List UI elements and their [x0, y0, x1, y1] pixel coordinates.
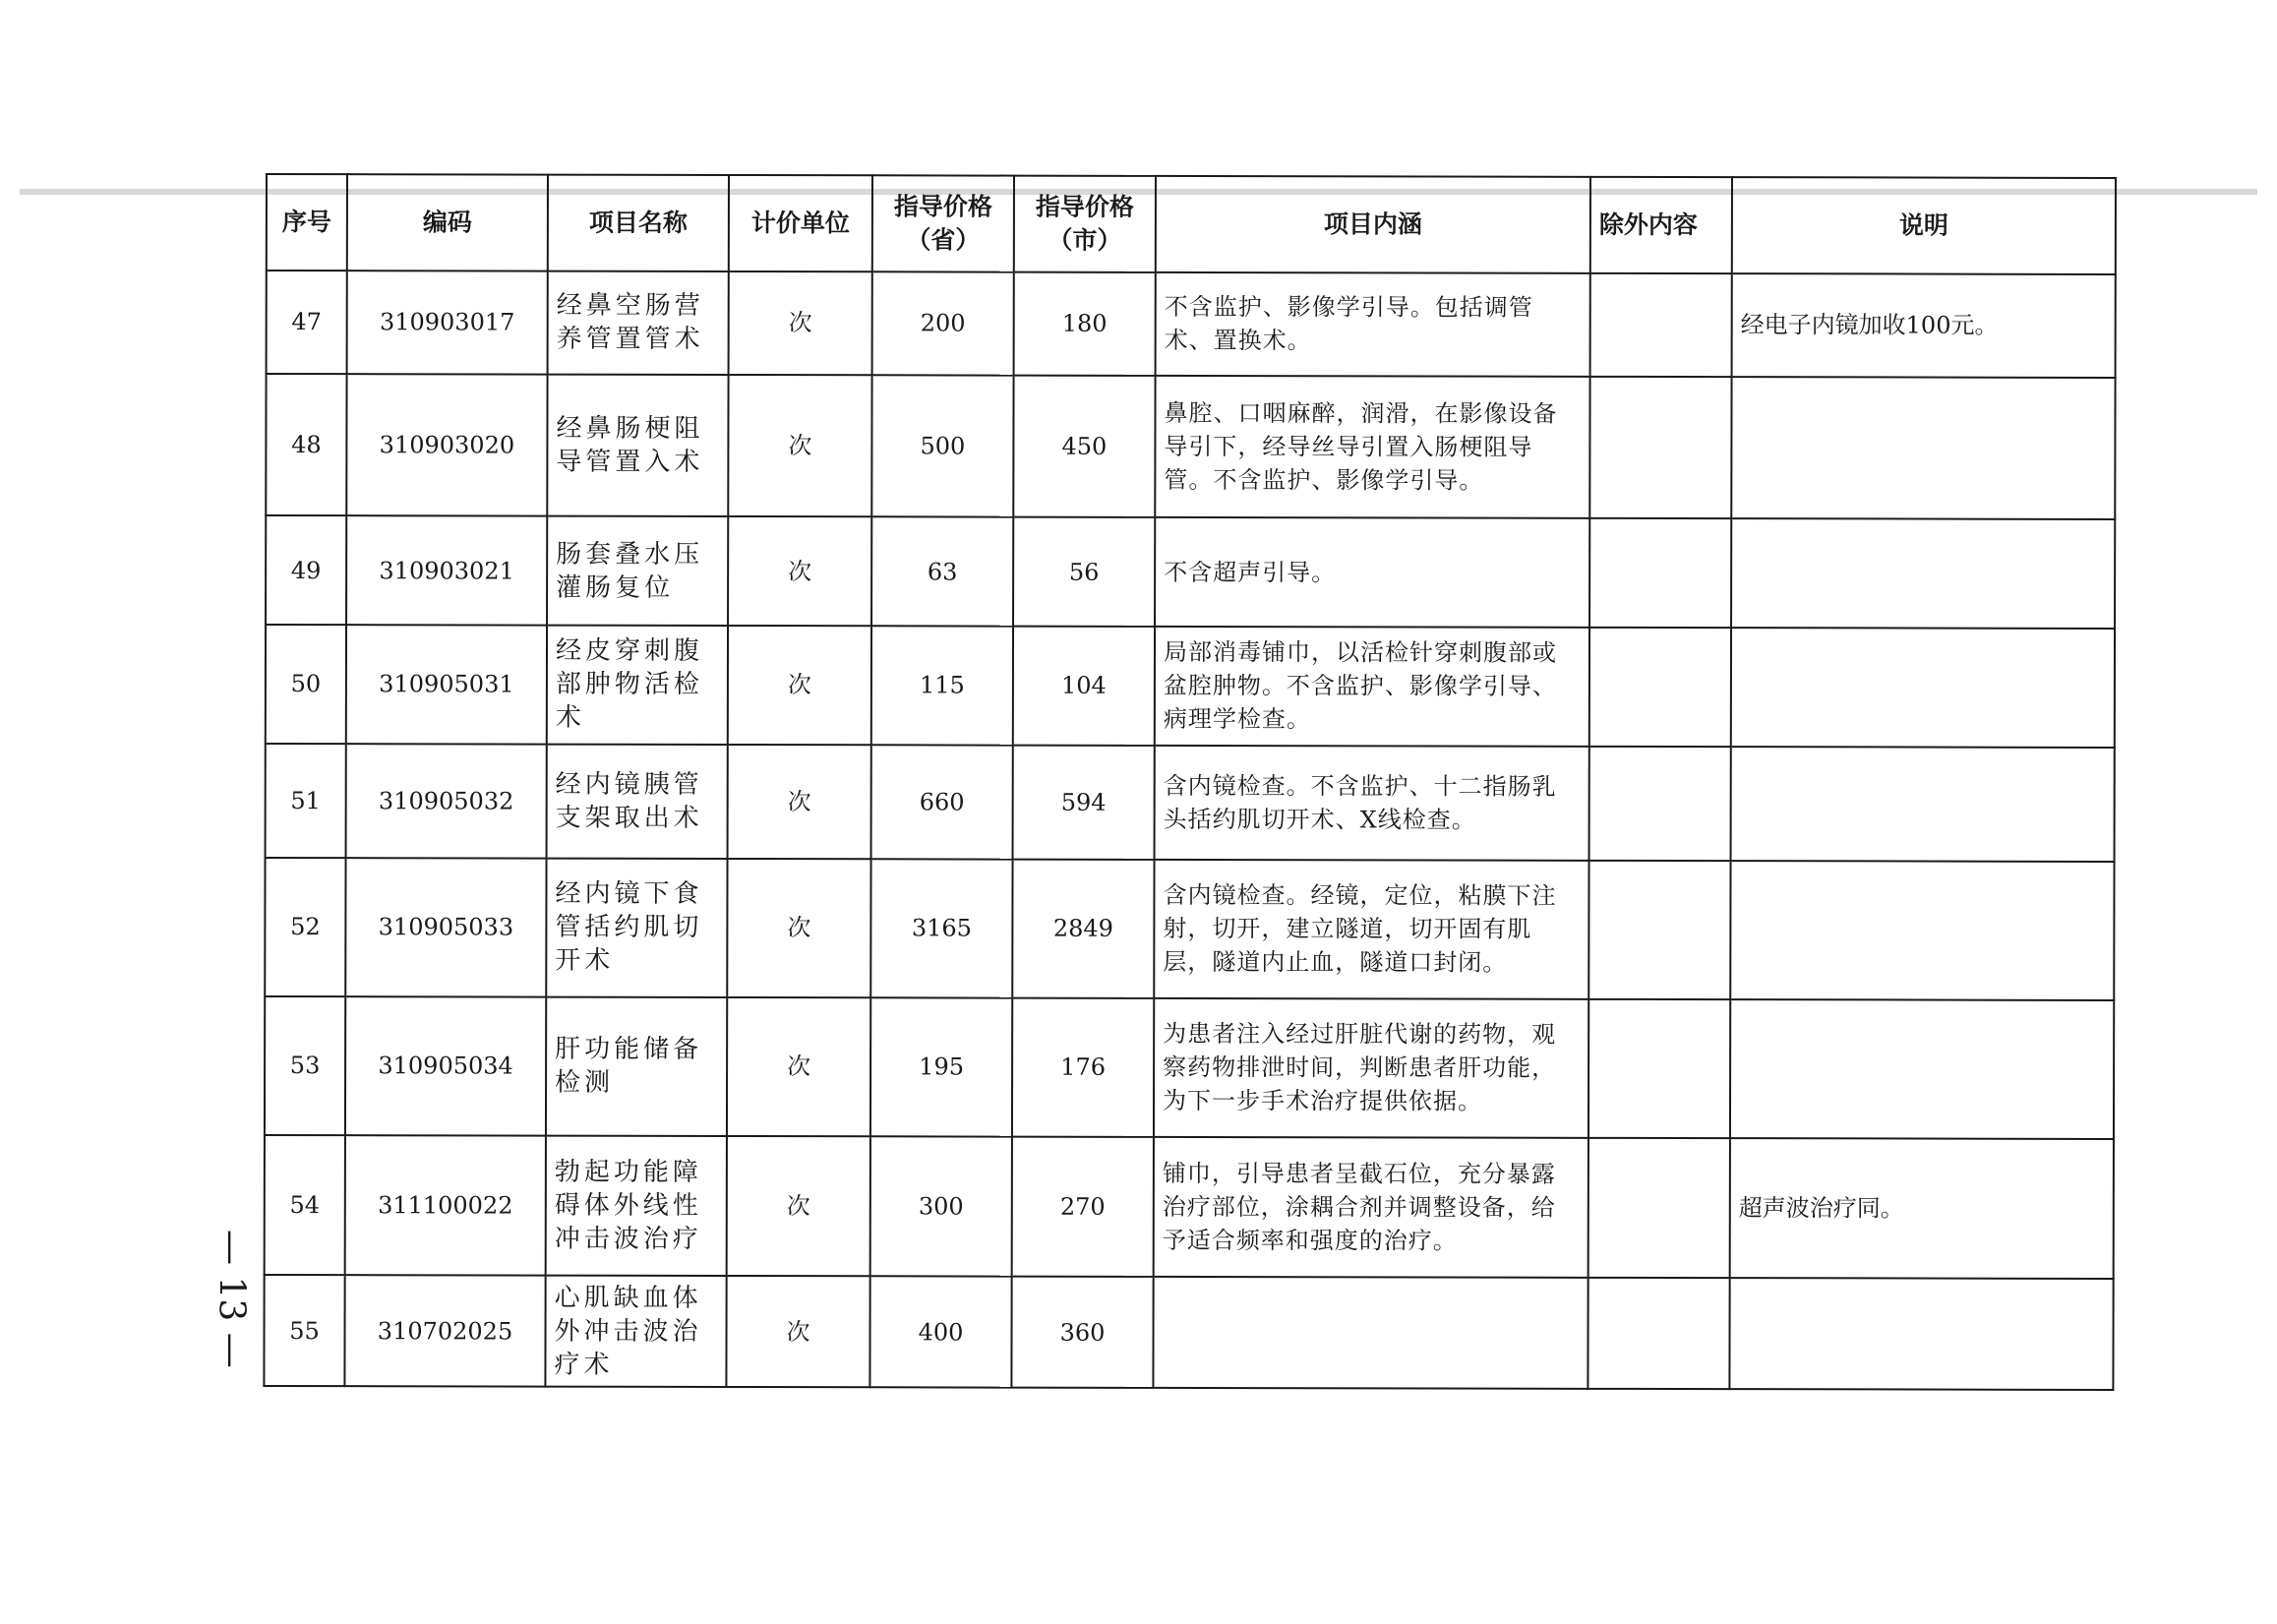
cell-index: 51 — [266, 744, 346, 859]
cell-exclusions — [1588, 999, 1730, 1138]
cell-unit: 次 — [726, 1276, 869, 1387]
cell-index: 55 — [264, 1275, 344, 1386]
cell-price-city: 270 — [1012, 1136, 1154, 1277]
cell-name: 经内镜下食管括约肌切开术 — [546, 859, 727, 997]
cell-code: 311100022 — [345, 1135, 546, 1276]
cell-unit: 次 — [727, 1136, 870, 1277]
cell-content — [1153, 1277, 1588, 1389]
cell-code: 310903020 — [346, 374, 547, 516]
cell-code: 310702025 — [344, 1276, 545, 1387]
header-name: 项目名称 — [548, 175, 729, 271]
cell-price-province: 200 — [872, 271, 1014, 375]
cell-content: 不含监护、影像学引导。包括调管术、置换术。 — [1156, 272, 1590, 376]
cell-price-city: 176 — [1012, 997, 1154, 1136]
cell-price-province: 660 — [871, 745, 1013, 860]
cell-code: 310905034 — [345, 996, 546, 1135]
cell-unit: 次 — [729, 271, 872, 375]
cell-unit: 次 — [728, 516, 871, 626]
cell-name: 勃起功能障碍体外线性冲击波治疗 — [546, 1135, 727, 1276]
cell-price-city: 594 — [1013, 745, 1155, 860]
table-row — [265, 996, 2114, 1139]
table-row — [266, 374, 2115, 520]
cell-content: 铺巾，引导患者呈截石位，充分暴露治疗部位，涂耦合剂并调整设备，给予适合频率和强度的治疗。 — [1154, 1136, 1588, 1278]
header-exclusions: 除外内容 — [1590, 177, 1732, 273]
cell-code: 310905033 — [345, 858, 546, 996]
cell-price-province: 3165 — [870, 859, 1012, 997]
cell-price-province: 300 — [870, 1136, 1012, 1277]
table-row — [267, 271, 2116, 377]
cell-name: 心肌缺血体外冲击波治疗术 — [545, 1276, 726, 1387]
cell-unit: 次 — [728, 745, 871, 860]
cell-notes — [1731, 628, 2115, 747]
cell-notes — [1730, 861, 2114, 1000]
cell-notes — [1731, 377, 2115, 520]
table-row — [265, 1135, 2114, 1280]
cell-price-province: 400 — [869, 1277, 1011, 1388]
cell-notes — [1729, 1278, 2113, 1389]
cell-price-city: 2849 — [1012, 860, 1154, 998]
table-row — [266, 744, 2115, 863]
table-row — [266, 515, 2115, 629]
cell-name: 经内镜胰管支架取出术 — [547, 744, 728, 859]
cell-exclusions — [1589, 376, 1731, 518]
header-code: 编码 — [347, 174, 548, 271]
cell-unit: 次 — [727, 859, 870, 997]
header-content: 项目内涵 — [1156, 176, 1590, 273]
header-price-city-line1: 指导价格 — [1035, 192, 1134, 221]
cell-index: 54 — [265, 1135, 345, 1276]
cell-index: 49 — [266, 515, 346, 625]
cell-notes — [1731, 518, 2115, 628]
cell-exclusions — [1588, 861, 1730, 999]
cell-code: 310905031 — [346, 625, 547, 744]
cell-code: 310903021 — [346, 515, 547, 625]
cell-index: 53 — [265, 996, 345, 1135]
cell-name: 经鼻空肠营养管置管术 — [548, 271, 729, 375]
page-number: — 13 — — [210, 1229, 252, 1368]
cell-name: 经皮穿刺腹部肿物活检术 — [547, 625, 728, 744]
cell-exclusions — [1588, 1278, 1729, 1389]
header-price-province-line1: 指导价格 — [893, 192, 992, 221]
cell-notes: 经电子内镜加收100元。 — [1732, 273, 2116, 377]
cell-name: 肠套叠水压灌肠复位 — [547, 516, 728, 626]
cell-name: 肝功能储备检测 — [546, 996, 727, 1135]
cell-exclusions — [1588, 1137, 1730, 1278]
cell-unit: 次 — [728, 626, 871, 745]
price-table — [263, 173, 2117, 1391]
cell-code: 310905032 — [346, 744, 547, 859]
cell-code: 310903017 — [347, 271, 548, 374]
cell-content: 含内镜检查。经镜，定位，粘膜下注射，切开，建立隧道，切开固有肌层，隧道内止血，隧道口封闭。 — [1154, 860, 1588, 999]
cell-exclusions — [1590, 273, 1732, 377]
cell-price-province: 115 — [871, 626, 1013, 745]
cell-notes — [1730, 999, 2114, 1139]
cell-content: 为患者注入经过肝脏代谢的药物，观察药物排泄时间，判断患者肝功能，为下一步手术治疗提供依据。 — [1154, 998, 1588, 1138]
table-row — [264, 1275, 2113, 1390]
cell-notes: 超声波治疗同。 — [1730, 1138, 2114, 1280]
header-price-city-line2: （市） — [1048, 225, 1122, 255]
cell-price-province: 500 — [871, 375, 1013, 517]
header-price-province-line2: （省） — [906, 225, 981, 255]
cell-price-city: 56 — [1013, 517, 1155, 627]
cell-name: 经鼻肠梗阻导管置入术 — [547, 374, 728, 516]
cell-content: 含内镜检查。不含监护、十二指肠乳头括约肌切开术、X线检查。 — [1155, 745, 1589, 861]
cell-index: 50 — [266, 625, 346, 744]
header-price-province — [872, 175, 1014, 271]
header-row — [267, 174, 2116, 274]
cell-unit: 次 — [728, 375, 871, 517]
cell-price-city: 360 — [1011, 1277, 1153, 1388]
table-row — [266, 625, 2115, 748]
header-index: 序号 — [267, 174, 347, 271]
cell-index: 48 — [266, 374, 346, 516]
cell-price-province: 63 — [871, 517, 1013, 627]
table-row — [265, 858, 2114, 1000]
header-price-city — [1014, 176, 1156, 272]
cell-unit: 次 — [727, 997, 870, 1136]
cell-price-city: 450 — [1013, 375, 1155, 517]
cell-exclusions — [1589, 746, 1731, 861]
cell-content: 局部消毒铺巾，以活检针穿刺腹部或盆腔肿物。不含监护、影像学引导、病理学检查。 — [1155, 627, 1589, 747]
cell-price-city: 180 — [1014, 272, 1156, 376]
cell-content: 不含超声引导。 — [1155, 517, 1589, 628]
cell-index: 47 — [267, 271, 347, 374]
cell-notes — [1731, 747, 2115, 862]
cell-price-province: 195 — [870, 997, 1012, 1136]
cell-content: 鼻腔、口咽麻醉，润滑，在影像设备导引下，经导丝导引置入肠梗阻导管。不含监护、影像学引导。 — [1155, 375, 1589, 518]
cell-exclusions — [1589, 518, 1731, 628]
cell-exclusions — [1589, 628, 1731, 747]
cell-price-city: 104 — [1013, 626, 1155, 745]
header-unit: 计价单位 — [729, 175, 872, 271]
header-notes: 说明 — [1732, 177, 2116, 274]
cell-index: 52 — [265, 858, 345, 996]
